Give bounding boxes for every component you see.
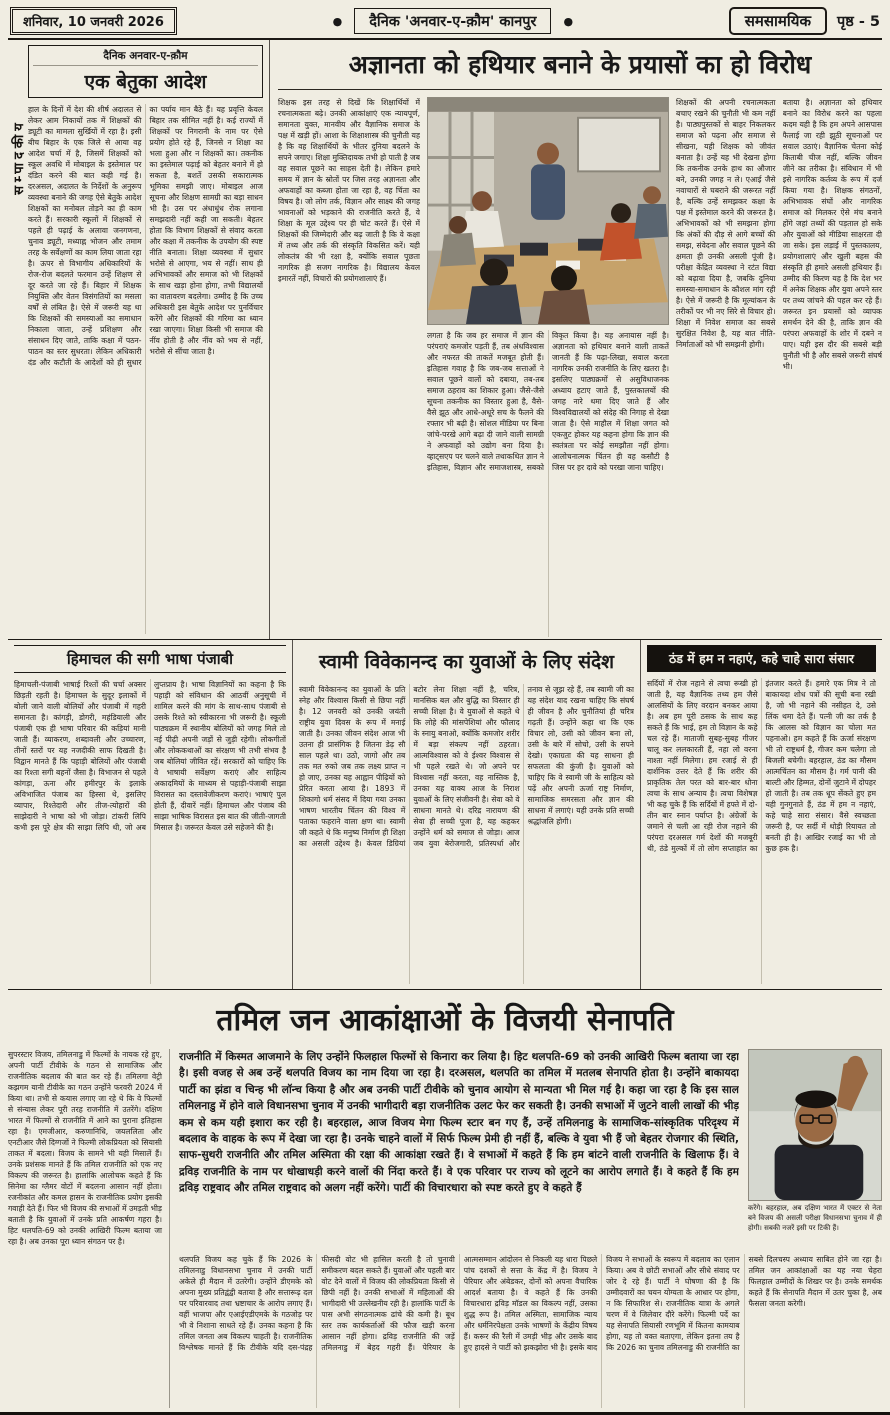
tamil-body-columns: थलपति विजय कह चुके हैं कि 2026 के तमिलनाडु विधानसभा चुनाव में उनकी पार्टी अकेले ही मैदान में उतरेगी। उन्होंने डीएमके को अपना मुख्य प्रतिद्वंद्वी बताया है और सत्तारूढ़ दल पर परिवारवाद तथा भ्रष्टाचार के आरोप लगाए हैं। वहीं भाजपा और एआईएडीएमके के गठजोड़ पर भी वे निशाना साधते रहे हैं। उनका कहना है कि तमिल जनता अब विकल्प चाहती है। राजनीतिक विश्लेषक मानते हैं कि टीवीके यदि दस-पंद्रह फीसदी वोट भी हासिल करती है तो चुनावी समीकरण बदल सकते हैं। युवाओं और पहली बार वोट देने वालों में विजय की लोकप्रियता किसी से छिपी नहीं है। उनकी सभाओं में महिलाओं की भागीदारी भी उल्लेखनीय रही है। हालांकि पार्टी के पास अभी संगठनात्मक ढांचे की कमी है। बूथ स्तर तक कार्यकर्ताओं की फौज खड़ी करना आसान नहीं होगा। द्रविड़ राजनीति की जड़ें तमिलनाडु में बेहद गहरी हैं। पेरियार के आत्मसम्मान आंदोलन से निकली यह धारा पिछले पांच दशकों से सत्ता के केंद्र में है। विजय ने पेरियार और अंबेडकर, दोनों को अपना वैचारिक आदर्श बताया है। वे कहते हैं कि उनकी विचारधारा द्रविड़ मॉडल का विकल्प नहीं, उसका शुद्ध रूप है। तमिल अस्मिता, सामाजिक न्याय और धर्मनिरपेक्षता उनके भाषणों के केंद्रीय विषय हैं। करूर की रैली में उमड़ी भीड़ और उसके बाद हुए हादसे ने पार्टी को झकझोरा भी है। इसके बाद विजय ने सभाओं के स्वरूप में बदलाव का एलान किया। अब वे छोटी सभाओं और सीधे संवाद पर जोर दे रहे हैं। पार्टी ने घोषणा की है कि उम्मीदवारों का चयन योग्यता के आधार पर होगा, न कि सिफारिश से। राजनीतिक यात्रा के अगले चरण में वे जिलेवार दौरे करेंगे। फिल्मी पर्दे का यह सेनापति सियासी रणभूमि में कितना कामयाब होगा, यह तो वक्त बताएगा, लेकिन इतना तय है कि 2026 का चुनाव तमिलनाडु की राजनीति का सबसे दिलचस्प अध्याय साबित होने जा रहा है। तमिल जन आकांक्षाओं का यह नया चेहरा फिलहाल उम्मीदों के शिखर पर है। उनके समर्थक कहते हैं कि सेनापति मैदान में उतर चुका है, अब फैसला जनता करेगी। <box>179 1255 882 1352</box>
himachal-title: हिमाचल की सगी भाषा पंजाबी <box>14 645 286 673</box>
vijay-photo-caption: करेंगे। बहरहाल, अब दक्षिण भारत में एक्टर से नेता बने विजय की असली परीक्षा विधानसभा चुनाव में ही होगी। सबकी नजरें इसी पर टिकी हैं। <box>748 1204 882 1232</box>
lead-body <box>278 97 882 637</box>
editorial-paper-name: दैनिक अनवार-ए-क़ौम <box>33 49 258 66</box>
masthead <box>8 4 882 40</box>
vijay-photo-wrap <box>748 1049 882 1247</box>
middle-section <box>8 640 882 990</box>
masthead-right <box>729 7 880 35</box>
lead-article <box>270 40 882 639</box>
thand-body: सर्दियों में रोज नहाने से त्वचा रूखी हो जाती है, यह वैज्ञानिक तथ्य हम जैसे आलसियों के लिए वरदान बनकर आया है। अब हम पूरी ठसक के साथ कह सकते हैं कि भाई, हम तो विज्ञान के कहे चल रहे हैं। माताजी सुबह-सुबह गीजर चालू कर ललकारती हैं, नहा लो वरना नाश्ता नहीं मिलेगा। हम रजाई से ही दार्शनिक उत्तर देते हैं कि शरीर की प्राकृतिक तेल परत को बार-बार धोना त्वचा के साथ अन्याय है। त्वचा विशेषज्ञ भी कह चुके हैं कि सर्दियों में हफ्ते में दो-तीन बार स्नान पर्याप्त है। अंग्रेजों के जमाने से चली आ रही रोज नहाने की परंपरा दरअसल गर्म देशों की मजबूरी थी, ठंडे मुल्कों में तो लोग सप्ताहांत का इंतजार करते हैं। हमारे एक मित्र ने तो बाकायदा शोध पत्रों की सूची बना रखी है, जो भी नहाने की नसीहत दे, उसे लिंक थमा देते हैं। पत्नी जी का तर्क है कि आलस को विज्ञान का चोला मत पहनाओ। हम कहते हैं कि ऊर्जा संरक्षण भी तो राष्ट्रधर्म है, गीजर कम चलेगा तो बिजली बचेगी। बहरहाल, ठंड का मौसम आत्मचिंतन का मौसम है। गर्म पानी की बाल्टी और हिम्मत, दोनों जुटाने में दोपहर हो जाती है। तब तक धूप सेंकते हुए हम यही गुनगुनाते हैं, ठंड में हम न नहाएं, कहे चाहे सारा संसार। वैसे स्वच्छता जरूरी है, पर सर्दी में थोड़ी रियायत तो बनती ही है। आखिर रजाई का भी तो कुछ हक है। <box>647 679 876 853</box>
lead-headline: अज्ञानता को हथियार बनाने के प्रयासों का हो विरोध <box>278 44 882 90</box>
editorial-vertical-label: सम्पादकीय <box>12 119 27 195</box>
tamil-grid <box>8 1049 882 1408</box>
tamil-headline: तमिल जन आकांक्षाओं के विजयी सेनापति <box>216 1003 674 1038</box>
article-thand <box>640 640 882 989</box>
meeting-photo <box>427 97 669 325</box>
date-box: शनिवार, 10 जनवरी 2026 <box>10 7 177 35</box>
tamil-main <box>179 1049 882 1408</box>
editorial-title: एक बेतुका आदेश <box>84 71 207 93</box>
lead-column-3: शिक्षकों की अपनी रचनात्मकता बचाए रखने की चुनौती भी कम नहीं है। पाठ्यपुस्तकों से बाहर निकलकर समाज को पढ़ना और समाज से सीखना, यही शिक्षक को जीवंत बनाता है। उन्हें यह भी देखना होगा कि तकनीक उनके हाथ का औजार बने, उनकी जगह न ले। एआई जैसे नवाचारों से घबराने की जरूरत नहीं है, बल्कि उन्हें समझकर कक्षा के पक्ष में इस्तेमाल करने की जरूरत है। अभिभावकों को भी समझना होगा कि अंकों की दौड़ से आगे बच्चों की समझ, संवेदना और सवाल पूछने की क्षमता ही उनकी असली पूंजी है। परीक्षा केंद्रित व्यवस्था ने रटंत विद्या को बढ़ावा दिया है, जबकि दुनिया समस्या-समाधान के कौशल मांग रही है। ऐसे में जरूरी है कि मूल्यांकन के तरीकों पर भी नए सिरे से विचार हो। शिक्षा में निवेश समाज का सबसे सुरक्षित निवेश है, यह बात नीति-निर्माताओं को भी समझनी होगी। <box>676 98 776 349</box>
tamil-intro: राजनीति में किस्मत आजमाने के लिए उन्होंने फिलहाल फिल्मों से किनारा कर लिया है। हिट थलपति-69 को उनकी आखिरी फिल्म बताया जा रहा है। इसी वजह से अब उन्हें थलपति विजय का नाम दिया जा रहा है। दरअसल, थलपति का तमिल में मतलब सेनापति होता है। उन्होंने बाकायदा पार्टी का झंडा व चिन्ह भी लॉन्च किया है और अब उनकी पार्टी टीवीके को चुनाव आयोग से मान्यता भी मिल गई है। कहा जा रहा है कि इस साल तमिलनाडु में होने वाले विधानसभा चुनाव में उनकी भागीदारी बड़ा राजनीतिक उलट फेर कर सकती है। उनकी सभाओं में जुटने वाली लाखों की भीड़ कम से कम यही इशारा कर रही है। बहरहाल, आज विजय मेगा फिल्म स्टार बन गए हैं, उन्हें तमिलनाडु के सामाजिक-सांस्कृतिक परिदृश्य में बदलाव के वाहक के रूप में देखा जा रहा है। उनके चाहने वालों में सिर्फ फिल्म प्रेमी ही नहीं हैं, बल्कि वे युवा भी हैं जो बेहतर रोजगार की स्थिति, साफ-सुथरी राजनीति और तमिल अस्मिता की रक्षा की आकांक्षा रखते हैं। वे सभाओं में कहते हैं कि हम बांटने वाली राजनीति के खिलाफ हैं। वे द्रविड़ राजनीति के नाम पर धोखाधड़ी करने वालों की निंदा करते हैं। वे एक परिवार पर राज्य को लूटने का आरोप लगाते हैं। वे कहते हैं कि हम द्रविड़ राष्ट्रवाद और तमिल राष्ट्रवाद को अलग नहीं करेंगे। पार्टी की विचारधारा को स्पष्ट करते हुए वे कहते हैं <box>179 1051 739 1195</box>
editorial-vertical-label-wrap <box>8 45 28 634</box>
meeting-photo-art <box>428 98 668 324</box>
section-badge: समसामयिक <box>729 7 827 35</box>
tamil-left-column: सुपरस्टार विजय, तमिलनाडु में फिल्मों के नायक रहे हुए, अपनी पार्टी टीवीके के गठन से सामाजिक और राजनीतिक बदलाव की बात कर रहे हैं। तमिलगा वेट्री कझगम यानी टीवीके का गठन उन्होंने फरवरी 2024 में किया था। तभी से कयास लगाए जा रहे थे कि वे फिल्मों से संन्यास लेकर पूरी तरह राजनीति में उतरेंगे। दक्षिण भारत में फिल्मों से राजनीति में आने का पुराना इतिहास रहा है। एमजीआर, करुणानिधि, जयललिता और एनटीआर जैसे दिग्गजों ने फिल्मी लोकप्रियता को सियासी ताकत में बदला। विजय के सामने भी यही मिसालें हैं। उनके प्रशंसक मानते हैं कि तमिल राजनीति को एक नए विकल्प की जरूरत है। हालांकि आलोचक कहते हैं कि सिनेमा का ग्लैमर वोटों में बदलना आसान नहीं होता। रजनीकांत और कमल हासन के राजनीतिक प्रयोग इसकी गवाही देते हैं। फिर भी विजय की सभाओं में उमड़ती भीड़ बताती है कि युवाओं में उनके प्रति आकर्षण गहरा है। हिट थलपति-69 को उनकी आखिरी फिल्म बताया जा रहा है। अब उनका पूरा ध्यान संगठन पर है। <box>8 1049 170 1408</box>
page-number: पृष्ठ - 5 <box>837 14 880 30</box>
tamil-article <box>8 990 882 1408</box>
editorial-content <box>28 45 263 634</box>
article-himachal <box>8 640 292 989</box>
article-vivekanand <box>292 640 640 989</box>
thand-title: ठंड में हम न नहाएं, कहे चाहे सारा संसार <box>647 645 876 672</box>
lead-column-1: शिक्षक इस तरह से दिखें कि शिक्षार्थियों में रचनात्मकता बढ़े। उनकी आकांक्षाएं एक न्यायपूर्ण, समानता युक्त, मानवीय और वैज्ञानिक समाज के पक्ष में खड़ी हों। आशा के शिक्षाशास्त्र की चुनौती यह है कि वह शिक्षार्थियों के भीतर दुनिया बदलने के सपने जगाए। शिक्षा मुक्तिदायक तभी हो पाती है जब वह सवाल पूछने का साहस देती है। लेकिन हमारे समय में ज्ञान के स्रोतों पर जिस तरह अज्ञानता और अफवाहों का कब्जा होता जा रहा है, वह चिंता का विषय है। जो लोग तर्क, विज्ञान और साक्ष्य की जगह भावनाओं को भड़काने की राजनीति करते हैं, वे शिक्षा के मूल उद्देश्य पर ही चोट करते हैं। ऐसे में शिक्षकों की जिम्मेदारी और बढ़ जाती है कि वे कक्षा में तथ्य और तर्क की संस्कृति विकसित करें। यही लोकतंत्र की भी रक्षा है, क्योंकि सवाल पूछता नागरिक ही सजग नागरिक है। विद्यालय केवल इमारतें नहीं, विचारों की प्रयोगशालाएं हैं। <box>278 98 420 283</box>
lead-middle-block <box>427 97 669 637</box>
vijay-photo <box>748 1049 882 1201</box>
paper-title: दैनिक 'अनवार-ए-क़ौम' कानपुर <box>354 8 551 34</box>
himachal-body: हिमाचली-पंजाबी भाषाई रिश्तों की चर्चा अक्सर छिड़ती रहती है। हिमाचल के सुदूर इलाकों में बोली जाने वाली बोलियों और पंजाबी में गहरी समानता है। कांगड़ी, डोगरी, महंडियाली और पंजाबी एक ही भाषा परिवार की कड़ियां मानी जाती हैं। व्याकरण, शब्दावली और उच्चारण, तीनों स्तरों पर यह नजदीकी साफ दिखती है। विद्वान मानते हैं कि पहाड़ी बोलियों और पंजाबी का रिश्ता सगी बहनों जैसा है। विभाजन से पहले कांगड़ा, ऊना और हमीरपुर के इलाके अविभाजित पंजाब का हिस्सा थे, इसलिए व्यापार, रिश्तेदारी और तीज-त्योहारों की साझेदारी ने भाषा को भी जोड़ा। टांकरी लिपि कभी इस पूरे क्षेत्र की साझा लिपि थी, जो अब लुप्तप्राय है। भाषा विज्ञानियों का कहना है कि पहाड़ी को संविधान की आठवीं अनुसूची में शामिल करने की मांग के साथ-साथ पंजाबी से उसके रिश्ते को स्वीकारना भी जरूरी है। स्कूली पाठ्यक्रम में स्थानीय बोलियों को जगह मिले तो नई पीढ़ी अपनी जड़ों से जुड़ी रहेगी। लोकगीतों और लोककथाओं का संरक्षण भी तभी संभव है जब बोलियां जीवित रहें। सरकारों को चाहिए कि वे भाषायी सर्वेक्षण कराएं और साहित्य अकादमियों के माध्यम से पहाड़ी-पंजाबी साझा विरासत का दस्तावेजीकरण कराएं। भाषाएं पुल होती हैं, दीवारें नहीं। हिमाचल और पंजाब की साझा भाषिक विरासत इस बात की जीती-जागती मिसाल है। जरूरत केवल उसे सहेजने की है। <box>14 680 286 832</box>
editorial-section <box>8 40 270 639</box>
lead-column-4: बताया है। अज्ञानता को हथियार बनाने का विरोध करने का पहला कदम यही है कि हम अपने आसपास फैलाई जा रही झूठी सूचनाओं पर सवाल उठाएं। वैज्ञानिक चेतना कोई किताबी चीज नहीं, बल्कि जीवन जीने का तरीका है। संविधान में भी इसे नागरिक कर्तव्य के रूप में दर्ज किया गया है। शिक्षक संगठनों, अभिभावक संघों और नागरिक समाज को मिलकर ऐसे मंच बनाने होंगे जहां तथ्यों की पड़ताल हो सके और युवाओं को मीडिया साक्षरता दी जा सके। इस लड़ाई में पुस्तकालय, प्रयोगशालाएं और खुली बहस की संस्कृति ही हमारे असली हथियार हैं। उम्मीद की किरण यह है कि देश भर में अनेक शिक्षक और युवा अपने स्तर पर तथ्य जांचने की पहल कर रहे हैं। जरूरत इन प्रयासों को व्यापक समर्थन देने की है, ताकि ज्ञान की परंपरा अफवाहों के शोर में दबने न पाए। यही इस दौर की सबसे बड़ी चुनौती भी है और सबसे जरूरी संघर्ष भी। <box>782 98 882 371</box>
lead-column-2: लगता है कि जब हर समाज में ज्ञान की परंपराएं कमजोर पड़ती हैं, तब अंधविश्वास और नफरत की ताकतें मजबूत होती हैं। इतिहास गवाह है कि जब-जब सत्ताओं ने सवाल पूछने वालों को दबाया, तब-तब समाज ठहराव का शिकार हुआ। जैसे-जैसे सूचना तकनीक का विस्तार हुआ है, वैसे-वैसे झूठ और आधे-अधूरे सच के फैलने की रफ्तार भी बढ़ी है। सोशल मीडिया पर बिना जांचे-परखे आगे बढ़ा दी जाने वाली सामग्री ने अफवाहों को उद्योग बना दिया है। व्हाट्सएप पर चलने वाले तथाकथित ज्ञान ने इतिहास, विज्ञान और समाजशास्त्र, सबको विकृत किया है। यह अनायास नहीं है। अज्ञानता को हथियार बनाने वाली ताकतें जानती हैं कि पढ़ा-लिखा, सवाल करता नागरिक उनकी राजनीति के लिए खतरा है। इसलिए पाठ्यक्रमों से असुविधाजनक अध्याय हटाए जाते हैं, पुस्तकालयों की जगह नारे थमा दिए जाते हैं और विश्वविद्यालयों को संदेह की निगाह से देखा जाता है। ऐसे माहौल में शिक्षा जगत को एकजुट होकर यह कहना होगा कि ज्ञान की स्वतंत्रता पर कोई समझौता नहीं होगा। आलोचनात्मक चिंतन ही वह कसौटी है जिस पर हर दावे को परखा जाना चाहिए। <box>427 331 669 472</box>
editorial-header <box>28 45 263 98</box>
bullet-icon: ● <box>563 14 574 28</box>
top-section <box>8 40 882 640</box>
editorial-body: हाल के दिनों में देश की शीर्ष अदालत से लेकर आम निकायों तक में शिक्षकों की ड्यूटी का मामला सुर्खियों में रहा है। इसी बीच बिहार के एक जिले से आया वह आदेश चर्चा में है, जिसमें शिक्षकों को स्कूल अवधि में मोबाइल के इस्तेमाल पर दंडित करने की बात कही गई है। दरअसल, अदालत के निर्देशों के अनुरूप व्यवस्था बनाने की जगह ऐसे बेतुके आदेश शिक्षकों का मनोबल तोड़ने का ही काम करते हैं। सरकारी स्कूलों में शिक्षकों से पहले ही पढ़ाई के अलावा जनगणना, चुनाव ड्यूटी, मध्याह्न भोजन और तमाम तरह के सर्वेक्षणों का काम लिया जाता रहा है। ऊपर से विभागीय अधिकारियों के रोज-रोज बदलते फरमान उन्हें शिक्षण से दूर करते जा रहे हैं। बिहार में शिक्षक नियुक्ति और वेतन विसंगतियों का मसला वर्षों से लंबित है। ऐसे में जरूरी यह था कि शिक्षकों की समस्याओं का समाधान निकाला जाता, उन्हें प्रशिक्षण और संसाधन दिए जाते, ताकि कक्षा में पठन-पाठन का स्तर सुधरता। लेकिन अधिकारी दंड और कटौती के आदेशों को ही सुधार का पर्याय मान बैठे हैं। यह प्रवृत्ति केवल बिहार तक सीमित नहीं है। कई राज्यों में शिक्षकों पर निगरानी के नाम पर ऐसे प्रयोग होते रहे हैं, जिनसे न शिक्षा का भला हुआ और न शिक्षकों का। तकनीक का इस्तेमाल पढ़ाई को बेहतर बनाने में हो सकता है, बशर्ते उसकी सकारात्मक भूमिका समझी जाए। मोबाइल आज सूचना और शिक्षण सामग्री का बड़ा साधन भी है। उस पर अंधाधुंध रोक लगाना समझदारी नहीं कही जा सकती। बेहतर होता कि विभाग शिक्षकों से संवाद करता और कक्षा में तकनीक के उपयोग की स्पष्ट नीति बनाता। शिक्षा व्यवस्था में सुधार भरोसे से आएगा, भय से नहीं। साथ ही अभिभावकों और समाज को भी शिक्षकों के साथ खड़ा होना होगा, तभी विद्यालयों का वातावरण बदलेगा। उम्मीद है कि उच्च अधिकारी इस बेतुके आदेश पर पुनर्विचार करेंगे और शिक्षकों की गरिमा का ध्यान रखा जाएगा। शिक्षा किसी भी समाज की नींव होती है और नींव को भय से नहीं, भरोसे से सींचा जाता है। <box>28 105 263 367</box>
vivekanand-body: स्वामी विवेकानन्द का युवाओं के प्रति स्नेह और विश्वास किसी से छिपा नहीं है। 12 जनवरी को उनकी जयंती राष्ट्रीय युवा दिवस के रूप में मनाई जाती है। उनका जीवन संदेश आज भी उतना ही प्रासंगिक है जितना डेढ़ सौ साल पहले था। उठो, जागो और तब तक मत रुको जब तक लक्ष्य प्राप्त न हो जाए, उनका यह आह्वान पीढ़ियों को प्रेरित करता आया है। 1893 में शिकागो धर्म संसद में दिया गया उनका भाषण भारतीय चिंतन की विश्व में पताका फहराने वाला क्षण था। स्वामी जी कहते थे कि मनुष्य निर्माण ही शिक्षा का असली उद्देश्य है। केवल डिग्रियां बटोर लेना शिक्षा नहीं है, चरित्र, मानसिक बल और बुद्धि का विस्तार ही सच्ची शिक्षा है। वे युवाओं से कहते थे कि लोहे की मांसपेशियां और फौलाद के स्नायु बनाओ, क्योंकि कमजोर शरीर में बड़ा संकल्प नहीं ठहरता। आत्मविश्वास को वे ईश्वर विश्वास से भी पहले रखते थे। जो अपने पर विश्वास नहीं करता, वह नास्तिक है, उनका यह वाक्य आज के निराश युवाओं के लिए संजीवनी है। सेवा को वे साधना मानते थे। दरिद्र नारायण की सेवा ही सच्ची पूजा है, यह कहकर उन्होंने धर्म को समाज से जोड़ा। आज जब युवा बेरोजगारी, प्रतिस्पर्धा और तनाव से जूझ रहे हैं, तब स्वामी जी का यह संदेश याद रखना चाहिए कि संघर्ष ही जीवन है और चुनौतियां ही चरित्र गढ़ती हैं। उन्होंने कहा था कि एक विचार लो, उसी को जीवन बना लो, उसी के बारे में सोचो, उसी के सपने देखो। एकाग्रता की यह साधना ही सफलता की कुंजी है। युवाओं को चाहिए कि वे स्वामी जी के साहित्य को पढ़ें और अपनी ऊर्जा राष्ट्र निर्माण, सामाजिक समरसता और ज्ञान की साधना में लगाएं। यही उनके प्रति सच्ची श्रद्धांजलि होगी। <box>299 685 634 848</box>
masthead-title-group <box>333 8 573 34</box>
vijay-photo-art <box>749 1050 881 1200</box>
bullet-icon: ● <box>332 14 343 28</box>
tamil-intro-row <box>179 1049 882 1247</box>
vivekanand-title: स्वामी विवेकानन्द का युवाओं के लिए संदेश <box>318 651 615 673</box>
